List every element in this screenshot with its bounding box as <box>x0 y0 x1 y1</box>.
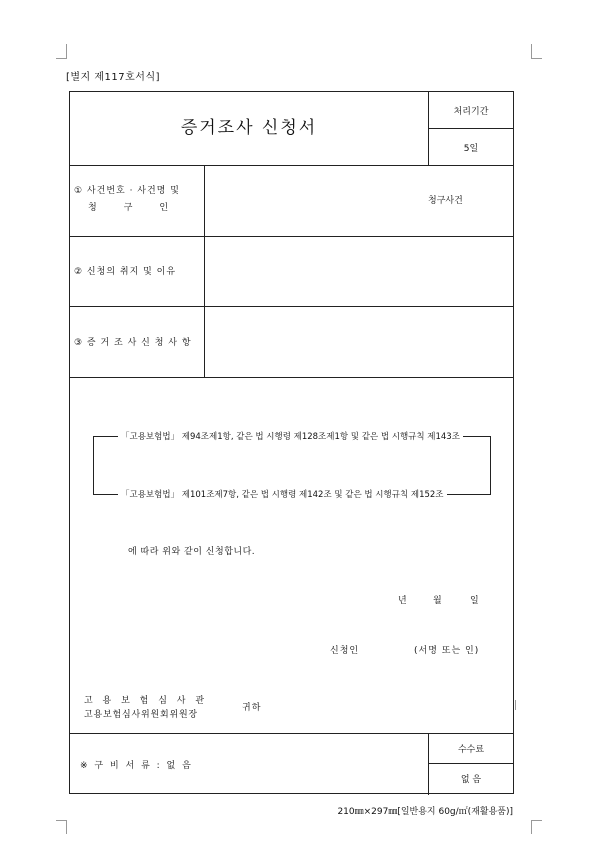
fee-value: 없 음 <box>460 775 482 785</box>
row3-bottom-line <box>70 377 514 378</box>
row2-label: ② 신청의 취지 및 이유 <box>74 267 177 277</box>
crop-mark-bottom-left-h <box>56 820 67 821</box>
row1-label-line1: ① 사건번호 · 사건명 및 <box>74 186 180 196</box>
crop-mark-top-right-h <box>531 58 542 59</box>
row2-bottom-line <box>70 306 514 307</box>
statement-text: 에 따라 위와 같이 신청합니다. <box>128 547 256 557</box>
form-number-label: [별지 제117호서식] <box>66 72 161 83</box>
row1-label-line2: 청 구 인 <box>88 203 169 213</box>
crop-mark-top-left-h <box>56 58 67 59</box>
attachment-top-line <box>70 733 514 734</box>
row-label-divider <box>204 165 205 377</box>
crop-mark-top-left-v <box>66 44 67 58</box>
processing-period-value: 5일 <box>463 144 479 154</box>
paper-spec-footer: 210㎜×297㎜[일반용지 60g/㎡(재활용품)] <box>337 807 513 817</box>
applicant-sign-hint: (서명 또는 인) <box>414 646 480 656</box>
bracket-right <box>490 436 491 494</box>
crop-mark-top-right-v <box>531 44 532 58</box>
row1-value: 청구사건 <box>428 196 463 206</box>
date-year: 년 <box>398 596 408 606</box>
processing-period-label: 처리기간 <box>453 107 489 117</box>
row3-label: ③ 증 거 조 사 신 청 사 항 <box>74 338 192 348</box>
date-month: 월 <box>433 596 443 606</box>
addressee-suffix: 귀하 <box>242 703 262 713</box>
header-bottom-line <box>70 165 514 166</box>
fee-label: 수수료 <box>457 745 485 755</box>
bracket-left <box>93 436 94 494</box>
legal-basis-1: 「고용보험법」 제94조제1항, 같은 법 시행령 제128조제1항 및 같은 법 시행규칙 제143조 <box>118 430 463 442</box>
crop-mark-bottom-right-v <box>531 820 532 834</box>
crop-mark-bottom-left-v <box>66 820 67 834</box>
attachments-note: ※ 구 비 서 류 : 없 음 <box>80 761 193 771</box>
date-day: 일 <box>470 596 480 606</box>
legal-basis-2: 「고용보험법」 제101조제7항, 같은 법 시행령 제142조 및 같은 법 시행규칙 제152조 <box>118 488 447 500</box>
addressee-1: 고 용 보 험 심 사 관 <box>84 696 208 706</box>
page-title: 증거조사 신청서 <box>180 118 318 138</box>
fee-inner-line <box>428 763 514 764</box>
crop-mark-bottom-right-h <box>531 820 542 821</box>
row1-bottom-line <box>70 236 514 237</box>
addressee-2: 고용보험심사위원회위원장 <box>84 710 198 720</box>
header-inner-line <box>428 128 514 129</box>
applicant-label: 신청인 <box>330 646 360 656</box>
page-edge-marker <box>515 700 516 710</box>
